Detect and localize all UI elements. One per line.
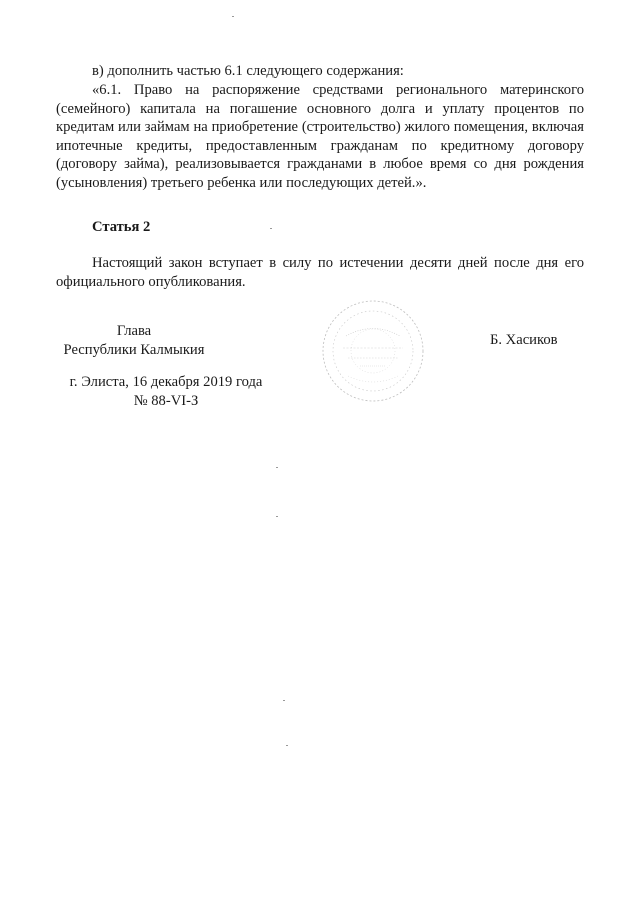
signatory-name: Б. Хасиков xyxy=(490,332,558,348)
scan-speck xyxy=(276,516,278,517)
place-and-date: г. Элиста, 16 декабря 2019 года xyxy=(69,374,263,390)
effective-date-paragraph: Настоящий закон вступает в силу по истечении десяти дней после дня его официального опубликования. xyxy=(56,255,584,290)
amendment-text-paragraph: «6.1. Право на распоряжение средствами регионального материнского (семейного) капитала на погашение основного долга и уплату процентов по кредитам или займам на приобретение (строительство) жилого помещения, включая ипотечные кредиты, предоставленным гражданам по кредитному договору (договору займа), реализовывается гражданами в любое время со дня рождения (усыновления) третьего ребенка или последующих детей.». xyxy=(56,82,584,191)
scan-speck xyxy=(283,700,285,701)
amendment-intro-paragraph: в) дополнить частью 6.1 следующего содержания: xyxy=(92,63,404,79)
scan-speck xyxy=(232,16,234,17)
article-heading: Статья 2 xyxy=(92,219,151,235)
place-date-number-block xyxy=(58,373,274,410)
signatory-title xyxy=(54,322,214,359)
signatory-title-line-2: Республики Калмыкия xyxy=(63,341,205,358)
scan-speck xyxy=(276,467,278,468)
scan-speck xyxy=(286,745,288,746)
scan-speck xyxy=(270,228,272,229)
official-seal-stamp xyxy=(318,296,428,406)
law-number: № 88-VI-З xyxy=(133,392,199,409)
signatory-title-line-1: Глава xyxy=(116,323,152,339)
